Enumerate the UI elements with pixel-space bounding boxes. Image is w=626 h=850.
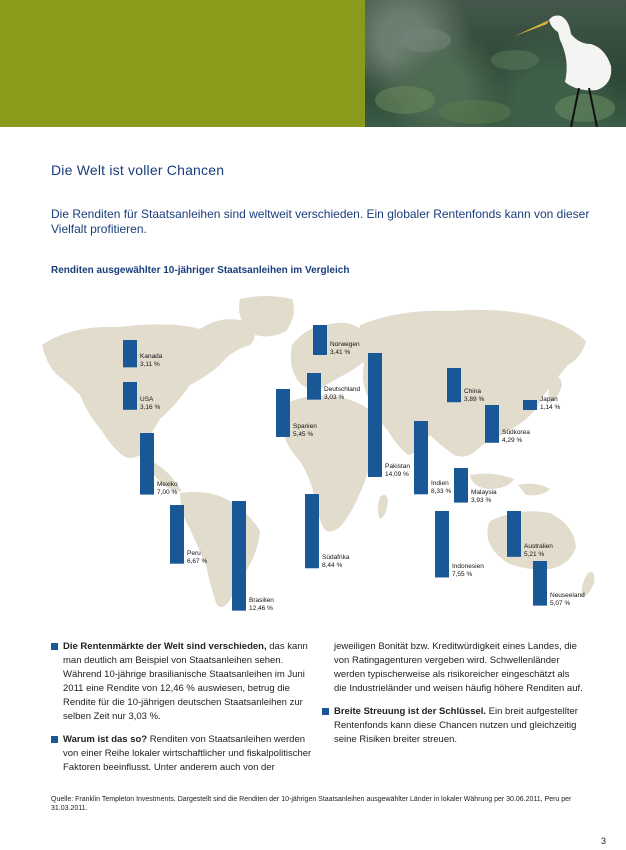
bar-label-südafrika xyxy=(322,554,349,570)
paragraph-4-lead: Breite Streuung ist der Schlüssel. xyxy=(334,706,487,717)
bar-label-name: Südafrika xyxy=(322,554,350,562)
bar-label-name: China xyxy=(464,388,481,396)
bar-label-neuseeland xyxy=(550,592,585,608)
bar-label-name: Norwegen xyxy=(330,341,360,348)
bar-label-spanien xyxy=(293,423,317,439)
bar-indonesien xyxy=(435,511,449,577)
bar-label-value: 3,93 % xyxy=(471,496,492,504)
bar-label-pakistan xyxy=(385,463,410,479)
header-photo-egret xyxy=(365,0,626,127)
bar-japan xyxy=(523,400,537,410)
chart-title: Renditen ausgewählter 10-jähriger Staatsanleihen im Vergleich xyxy=(51,265,350,276)
bar-label-peru xyxy=(187,550,207,566)
bar-label-name: Mexiko xyxy=(157,480,178,488)
page-title: Die Welt ist voller Chancen xyxy=(51,162,225,178)
bar-südafrika xyxy=(305,494,319,568)
bar-label-name: Indien xyxy=(431,480,449,488)
bar-label-name: Neuseeland xyxy=(550,591,585,599)
bar-label-value: 5,45 % xyxy=(293,430,314,438)
bar-label-value: 8,44 % xyxy=(322,562,343,570)
paragraph-1-text: das kann man deutlich am Beispiel von Staatsanleihen sehen. Während 10-jährige brasilianische Staatsanleihen im Juni 2011 eine Rendite von 12,46 % auswiesen, betrug die Rendite für die 10-jährigen deutschen Staatsanleihen zur selben Zeit nur 3,03 %. xyxy=(63,641,308,722)
bar-label-value: 3,89 % xyxy=(464,396,485,404)
bar-label-value: 7,55 % xyxy=(452,571,473,579)
bar-label-value: 7,00 % xyxy=(157,488,178,496)
paragraph-4 xyxy=(322,705,584,747)
bar-norwegen xyxy=(313,325,327,355)
bar-label-name: Australien xyxy=(524,542,553,550)
bar-neuseeland xyxy=(533,561,547,606)
bar-label-name: Japan xyxy=(540,396,558,404)
bar-label-value: 6,67 % xyxy=(187,557,208,565)
bar-malaysia xyxy=(454,468,468,503)
bar-label-value: 4,29 % xyxy=(502,436,523,444)
bar-label-value: 14,09 % xyxy=(385,470,409,478)
paragraph-2-text: Renditen von Staatsanleihen werden von einer Reihe lokaler wirtschaftlicher und fiskalpolitischer Faktoren beeinflusst. Unter anderem auch von der xyxy=(63,734,312,773)
bar-label-indonesien xyxy=(452,563,484,579)
bar-label-value: 1,14 % xyxy=(540,404,561,412)
header-color-band xyxy=(0,0,365,127)
continent-africa xyxy=(282,393,379,532)
bar-label-value: 3,41 % xyxy=(330,349,351,356)
bar-label-indien xyxy=(431,480,451,496)
bar-label-japan xyxy=(540,396,560,412)
bullet-square-icon xyxy=(322,708,329,715)
bar-label-australien xyxy=(524,543,553,559)
bar-label-kanada xyxy=(140,353,162,369)
bar-pakistan xyxy=(368,353,382,477)
bar-australien xyxy=(507,511,521,557)
bar-label-name: Malaysia xyxy=(471,488,497,496)
bar-label-name: Südkorea xyxy=(502,428,530,436)
bar-peru xyxy=(170,505,184,564)
bar-label-value: 12,46 % xyxy=(249,604,273,612)
bar-südkorea xyxy=(485,405,499,443)
bullet-square-icon xyxy=(51,736,58,743)
world-map-chart xyxy=(30,285,610,615)
paragraph-1 xyxy=(51,640,313,724)
bar-label-südkorea xyxy=(502,429,530,445)
bar-label-name: Peru xyxy=(187,549,201,557)
bar-label-name: USA xyxy=(140,395,154,403)
bar-label-usa xyxy=(140,396,160,412)
bar-label-deutschland xyxy=(324,386,360,402)
paragraph-2 xyxy=(51,733,313,775)
bullet-square-icon xyxy=(51,643,58,650)
bar-label-malaysia xyxy=(471,489,497,505)
bar-usa xyxy=(123,382,137,410)
paragraph-3 xyxy=(322,640,584,696)
bar-label-name: Brasilien xyxy=(249,596,274,604)
paragraph-4-text: Ein breit aufgestellter Rentenfonds kann diese Chancen nutzen und gleichzeitig seine Risiken breiter streuen. xyxy=(334,706,578,745)
bar-label-name: Spanien xyxy=(293,422,317,430)
world-map-svg xyxy=(30,285,610,615)
bar-label-value: 5,07 % xyxy=(550,599,571,607)
bar-label-norwegen xyxy=(330,341,360,357)
bar-label-brasilien xyxy=(249,597,274,613)
source-note: Quelle: Franklin Templeton Investments. Dargestellt sind die Renditen der 10-jährigen Staatsanleihen ausgewählter Länder in lokaler Währung per 30.06.2011, Peru per 31.03.2011. xyxy=(51,796,572,812)
bar-label-value: 3,11 % xyxy=(140,361,160,369)
bar-label-china xyxy=(464,388,484,404)
text-column-right xyxy=(322,640,584,756)
bar-label-name: Kanada xyxy=(140,353,163,361)
page-number: 3 xyxy=(601,836,607,846)
bar-indien xyxy=(414,421,428,494)
bar-label-value: 8,33 % xyxy=(431,488,452,496)
text-column-left xyxy=(51,640,313,784)
bar-label-name: Pakistan xyxy=(385,462,410,470)
paragraph-3-text: jeweiligen Bonität bzw. Kreditwürdigkeit eines Landes, die von Ratingagenturen vergeben wird. Schwellenländer werden typischerweise als risikoreicher eingeschätzt als die Industrieländer und weisen häufig höhere Renditen auf. xyxy=(334,641,583,694)
bar-brasilien xyxy=(232,501,246,611)
intro-text: Die Renditen für Staatsanleihen sind weltweit verschieden. Ein globaler Rentenfonds kann von dieser Vielfalt profitieren. xyxy=(51,207,590,236)
bar-china xyxy=(447,368,461,402)
bar-label-value: 3,16 % xyxy=(140,403,161,411)
bar-deutschland xyxy=(307,373,321,400)
paragraph-1-lead: Die Rentenmärkte der Welt sind verschieden, xyxy=(63,641,267,652)
bar-mexiko xyxy=(140,433,154,495)
continent-australia xyxy=(487,511,576,569)
bar-label-name: Deutschland xyxy=(324,385,361,393)
paragraph-2-lead: Warum ist das so? xyxy=(63,734,148,745)
bar-spanien xyxy=(276,389,290,437)
bar-label-name: Indonesien xyxy=(452,563,484,571)
bar-label-mexiko xyxy=(157,481,178,497)
bar-kanada xyxy=(123,340,137,367)
bar-label-value: 3,03 % xyxy=(324,393,345,401)
bar-label-value: 5,21 % xyxy=(524,550,545,558)
